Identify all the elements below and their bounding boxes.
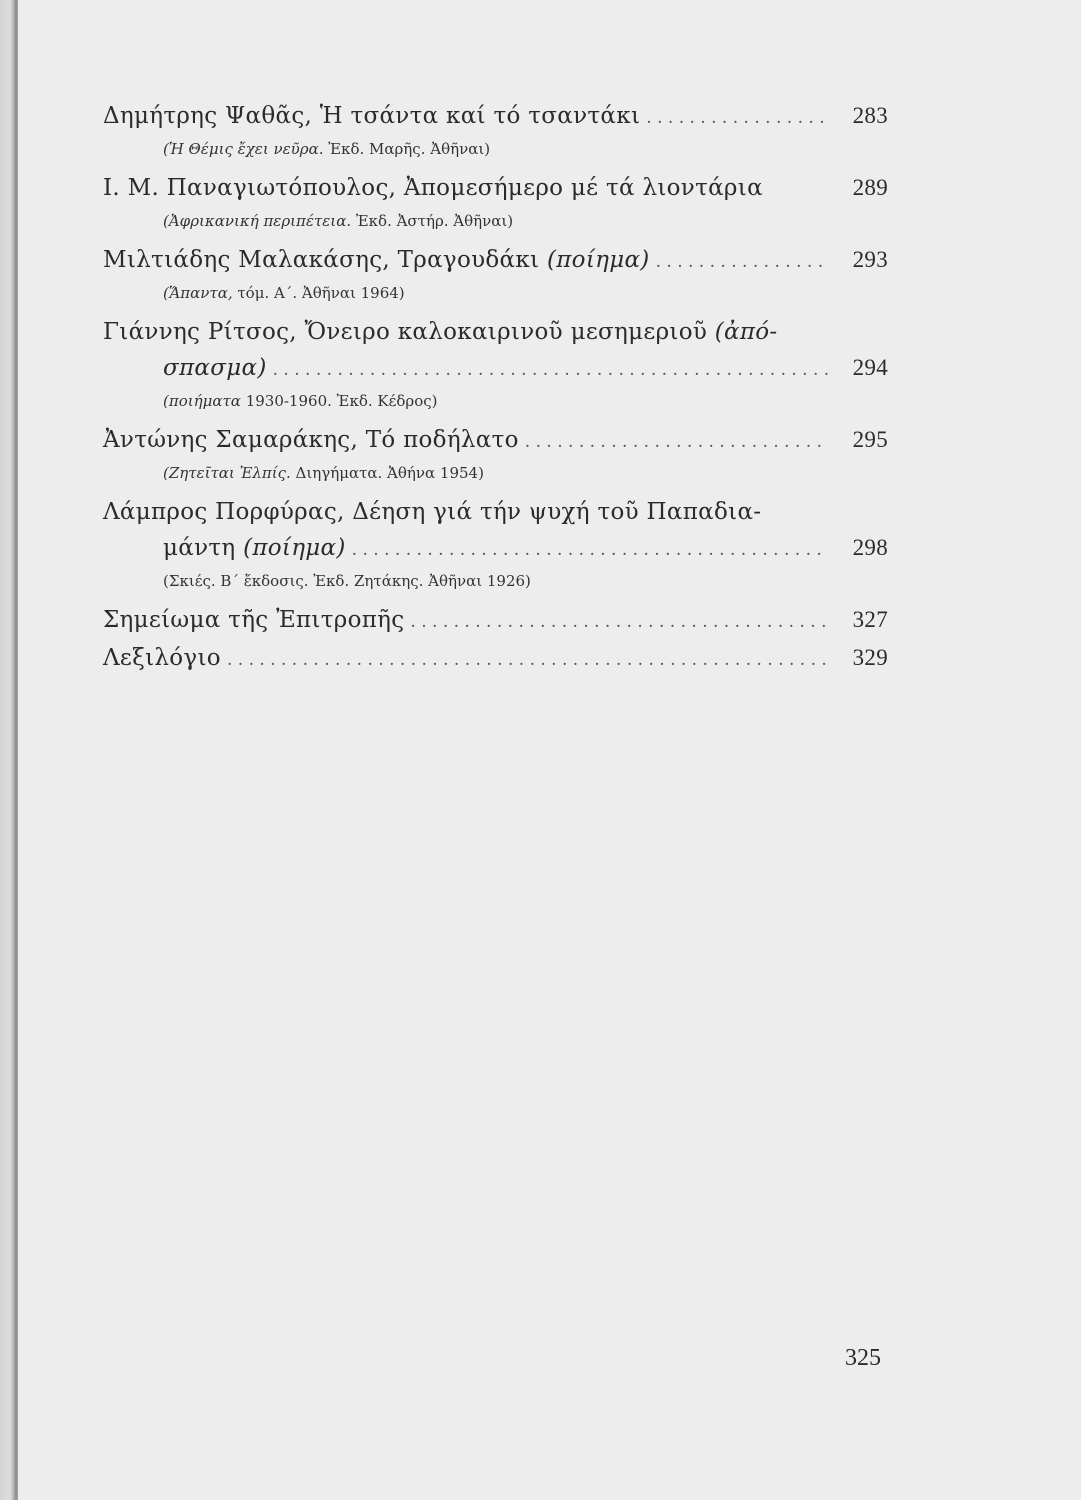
toc-entry-first-line: Λάμπρος Πορφύρας, Δέηση γιά τήν ψυχή τοῦ Παπαδια- [103, 499, 762, 525]
dot-leader [227, 642, 828, 678]
toc-entry-title: Σημείωμα τῆς Ἐπιτροπῆς [103, 607, 405, 633]
dot-leader [656, 244, 828, 280]
dot-leader [352, 532, 828, 568]
toc-entry-page: 289 [852, 175, 888, 200]
toc-entry-source: (ποιήματα 1930-1960. Ἐκδ. Κέδρος) [163, 392, 438, 410]
toc-entry-page: 295 [852, 427, 888, 452]
toc-entry-source: (Ἀφρικανική περιπέτεια. Ἐκδ. Ἀστήρ. Ἀθῆναι) [163, 212, 514, 230]
table-of-contents [103, 98, 888, 678]
toc-entry [103, 640, 888, 678]
toc-entry-source: (Ζητεῖται Ἐλπίς. Διηγήματα. Ἀθήνα 1954) [163, 464, 484, 482]
toc-entry-page: 327 [852, 607, 888, 632]
toc-entry-source: (Σκιές. Β΄ ἔκδοσις. Ἐκδ. Ζητάκης. Ἀθῆναι 1926) [163, 572, 531, 590]
toc-entry-continuation: μάντη (ποίημα) [163, 535, 346, 561]
toc-entry [103, 98, 888, 136]
toc-entry [103, 530, 888, 568]
toc-entry-title: Δημήτρης Ψαθᾶς, Ἡ τσάντα καί τό τσαντάκι [103, 103, 641, 129]
toc-entry-continuation: σπασμα) [163, 355, 267, 381]
toc-entry-page: 294 [852, 355, 888, 380]
dot-leader [646, 100, 828, 136]
toc-entry-page: 329 [852, 645, 888, 670]
page-number: 325 [845, 1345, 881, 1371]
book-spine-edge [0, 0, 18, 1500]
toc-entry [103, 350, 888, 388]
toc-entry-title: Μιλτιάδης Μαλακάσης, Τραγουδάκι (ποίημα) [103, 247, 650, 273]
toc-entry-page: 298 [852, 535, 888, 560]
dot-leader [525, 424, 828, 460]
toc-entry-title: Ἀντώνης Σαμαράκης, Τό ποδήλατο [103, 427, 519, 453]
toc-entry-first-line: Γιάννης Ρίτσος, Ὄνειρο καλοκαιρινοῦ μεσημεριοῦ (ἀπό- [103, 319, 778, 345]
toc-entry [103, 422, 888, 460]
toc-entry-title: Λεξιλόγιο [103, 645, 221, 671]
toc-entry-source: (Ἡ Θέμις ἔχει νεῦρα. Ἐκδ. Μαρῆς. Ἀθῆναι) [163, 140, 491, 158]
toc-entry [103, 602, 888, 640]
toc-entry-page: 283 [852, 103, 888, 128]
toc-entry [103, 242, 888, 280]
toc-entry-title: Ι. Μ. Παναγιωτόπουλος, Ἀπομεσήμερο μέ τά λιοντάρια [103, 175, 763, 201]
toc-entry-source: (Ἅπαντα, τόμ. Α΄. Ἀθῆναι 1964) [163, 284, 405, 302]
toc-entry [103, 170, 888, 208]
toc-entry-page: 293 [852, 247, 888, 272]
dot-leader [410, 604, 828, 640]
dot-leader [273, 352, 828, 388]
